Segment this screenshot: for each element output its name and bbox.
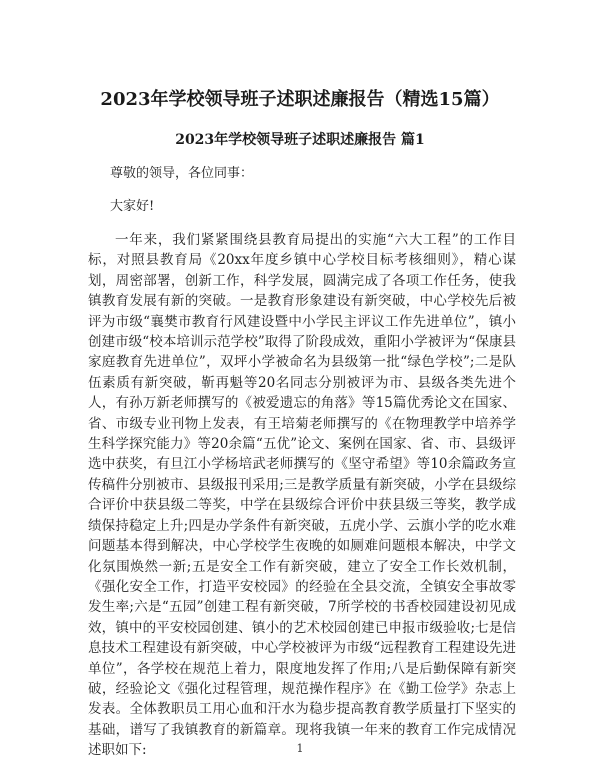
greeting-line: 尊敬的领导，各位同事： <box>110 166 254 181</box>
document-title: 2023年学校领导班子述职述廉报告（精选15篇） <box>100 89 500 110</box>
section-title: 2023年学校领导班子述职述廉报告 篇1 <box>175 132 425 148</box>
page-number: 1 <box>296 742 304 755</box>
body-paragraph: 一年来，我们紧紧围绕县教育局提出的实施“六大工程”的工作目标，对照县教育局《20xx年度乡镇中心学校目标考核细则》，精心谋划，周密部署，创新工作，科学发展，圆满完成了各项工作任务，使我镇教育发展有新的突破。一是教育形象建设有新突破，中心学校先后被评为市级“襄樊市教育行风建设暨中小学民主评议工作先进单位”，镇小创建市级“校本培训示范学校”取得了阶段成效，重阳小学被评为“保康县家庭教育先进单位”，双坪小学被命名为县级第一批“绿色学校”;二是队伍素质有新突破，靳再魁等20名同志分别被评为市、县级各类先进个人，有孙万新老师撰写的《被爱遗忘的角落》等15篇优秀论文在国家、省、市级专业刊物上发表，有王培菊老师撰写的《在物理教学中培养学生科学探究能力》等20余篇“五优”论文、案例在国家、省、市、县级评选中获奖，有旦江小学杨培武老师撰写的《坚守希望》等10余篇政务宣传稿件分别被市、县级报刊采用;三是教学质量有新突破，小学在县级综合评价中获县级二等奖，中学在县级综合评价中获县级三等奖，教学成绩保持稳定上升;四是办学条件有新突破，五虎小学、云旗小学的吃水难问题基本得到解决，中心学校学生夜晚的如厕难问题根本解决，中学文化氛围焕然一新;五是安全工作有新突破，建立了安全工作长效机制，《强化安全工作，打造平安校园》的经验在全县交流，全镇安全事故零发生率;六是“五园”创建工程有新突破，7所学校的书香校园建设初见成效，镇中的平安校园创建、镇小的艺术校园创建已申报市级验收;七是信息技术工程建设有新突破，中心学校被评为市级“远程教育工程建设先进单位”，各学校在规范上着力，限度地发挥了作用;八是后勤保障有新突破，经验论文《强化过程管理，规范操作程序》在《勤工俭学》杂志上发表。全体教职员工用心血和汗水为稳步提高教育教学质量打下坚实的基础，谱写了我镇教育的新篇章。现将我镇一年来的教育工作完成情况述职如下: <box>88 232 516 759</box>
hello-line: 大家好! <box>110 199 155 214</box>
